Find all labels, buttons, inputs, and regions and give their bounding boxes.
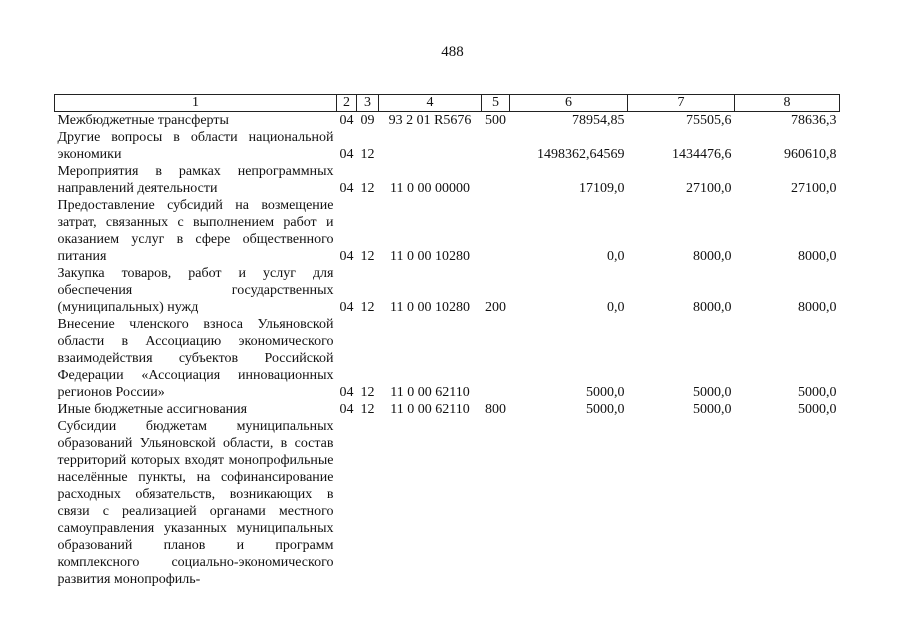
row-name: Субсидии бюджетам муниципальных образований Ульяновской области, в состав территорий которых входят монопрофильные населённые пункты, на софинансирование расходных обязательств, возникающих в связи с реализацией органами местного самоуправления указанных муниципальных образований планов и программ комплексного социально-экономического развития монопрофиль-: [57, 419, 334, 587]
row-expense-type: [482, 129, 510, 163]
row-section: 04: [339, 300, 354, 315]
row-name: Закупка товаров, работ и услуг для обеспечения государственных (муниципальных) нужд: [57, 266, 334, 315]
row-amount-col6: 5000,0: [586, 385, 625, 400]
row-amount-col6: 17109,0: [579, 181, 625, 196]
row-name: Иные бюджетные ассигнования: [57, 402, 248, 417]
table-row: [55, 418, 840, 588]
row-subsection: 09: [360, 113, 375, 128]
table-row: [55, 401, 840, 418]
row-expense-type: 200: [485, 300, 506, 315]
row-target-code: 11 0 00 00000: [390, 181, 470, 196]
row-name: Предоставление субсидий на возмещение затрат, связанных с выполнением работ и оказанием услуг в сфере общественного питания: [57, 198, 334, 264]
table-row: [55, 197, 840, 265]
row-amount-col7: 27100,0: [686, 181, 732, 196]
row-target-code: 11 0 00 62110: [390, 402, 470, 417]
row-amount-col8: 960610,8: [784, 147, 837, 162]
row-amount-col8: 5000,0: [798, 385, 837, 400]
row-amount-col8: 27100,0: [791, 181, 837, 196]
row-expense-type: [482, 163, 510, 197]
row-subsection: 12: [360, 300, 375, 315]
row-name: Внесение членского взноса Ульяновской области в Ассоциацию экономического взаимодействия субъектов Российской Федерации «Ассоциация инновационных регионов России»: [57, 317, 334, 400]
row-section: 04: [339, 181, 354, 196]
row-amount-col6: 0,0: [607, 300, 625, 315]
row-amount-col8: 8000,0: [798, 300, 837, 315]
row-expense-type: [482, 418, 510, 588]
table-row: [55, 112, 840, 130]
row-amount-col8: 8000,0: [798, 249, 837, 264]
row-amount-col7: 5000,0: [693, 385, 732, 400]
row-section: 04: [339, 402, 354, 417]
row-subsection: 12: [360, 249, 375, 264]
row-expense-type: 500: [485, 113, 506, 128]
row-subsection: 12: [360, 402, 375, 417]
page-number: 488: [441, 44, 464, 60]
table-row: [55, 163, 840, 197]
row-amount-col7: [628, 418, 735, 588]
table-row: [55, 129, 840, 163]
table-header-row: [55, 95, 840, 112]
row-section: [337, 418, 357, 588]
row-expense-type: [482, 197, 510, 265]
row-subsection: 12: [360, 385, 375, 400]
row-target-code: 11 0 00 62110: [390, 385, 470, 400]
column-header: 7: [628, 95, 735, 112]
row-subsection: 12: [360, 181, 375, 196]
row-name: Межбюджетные трансферты: [57, 113, 229, 128]
row-subsection: [357, 418, 379, 588]
column-header: 8: [735, 95, 840, 112]
table-row: [55, 265, 840, 316]
row-amount-col7: 8000,0: [693, 300, 732, 315]
row-amount-col6: 78954,85: [572, 113, 625, 128]
row-amount-col6: 1498362,64569: [537, 147, 625, 162]
column-header: 1: [55, 95, 337, 112]
row-amount-col8: 5000,0: [798, 402, 837, 417]
row-section: 04: [339, 113, 354, 128]
row-amount-col8: 78636,3: [791, 113, 837, 128]
row-amount-col7: 5000,0: [693, 402, 732, 417]
row-amount-col7: 1434476,6: [672, 147, 732, 162]
row-expense-type: 800: [485, 402, 506, 417]
row-amount-col8: [735, 418, 840, 588]
row-amount-col6: 0,0: [607, 249, 625, 264]
row-target-code: 11 0 00 10280: [390, 249, 470, 264]
column-header: 6: [510, 95, 628, 112]
row-section: 04: [339, 147, 354, 162]
row-expense-type: [482, 316, 510, 401]
row-amount-col6: 5000,0: [586, 402, 625, 417]
row-section: 04: [339, 249, 354, 264]
column-header: 4: [379, 95, 482, 112]
column-header: 5: [482, 95, 510, 112]
row-target-code: [379, 129, 482, 163]
row-amount-col7: 75505,6: [686, 113, 732, 128]
budget-table: [54, 94, 840, 588]
row-target-code: 93 2 01 R5676: [388, 113, 472, 128]
column-header: 3: [357, 95, 379, 112]
column-header: 2: [337, 95, 357, 112]
table-row: [55, 316, 840, 401]
row-subsection: 12: [360, 147, 375, 162]
row-section: 04: [339, 385, 354, 400]
row-name: Мероприятия в рамках непрограммных направлений деятельности: [57, 164, 334, 196]
row-target-code: [379, 418, 482, 588]
row-name: Другие вопросы в области национальной экономики: [57, 130, 334, 162]
row-amount-col6: [510, 418, 628, 588]
row-amount-col7: 8000,0: [693, 249, 732, 264]
row-target-code: 11 0 00 10280: [390, 300, 470, 315]
